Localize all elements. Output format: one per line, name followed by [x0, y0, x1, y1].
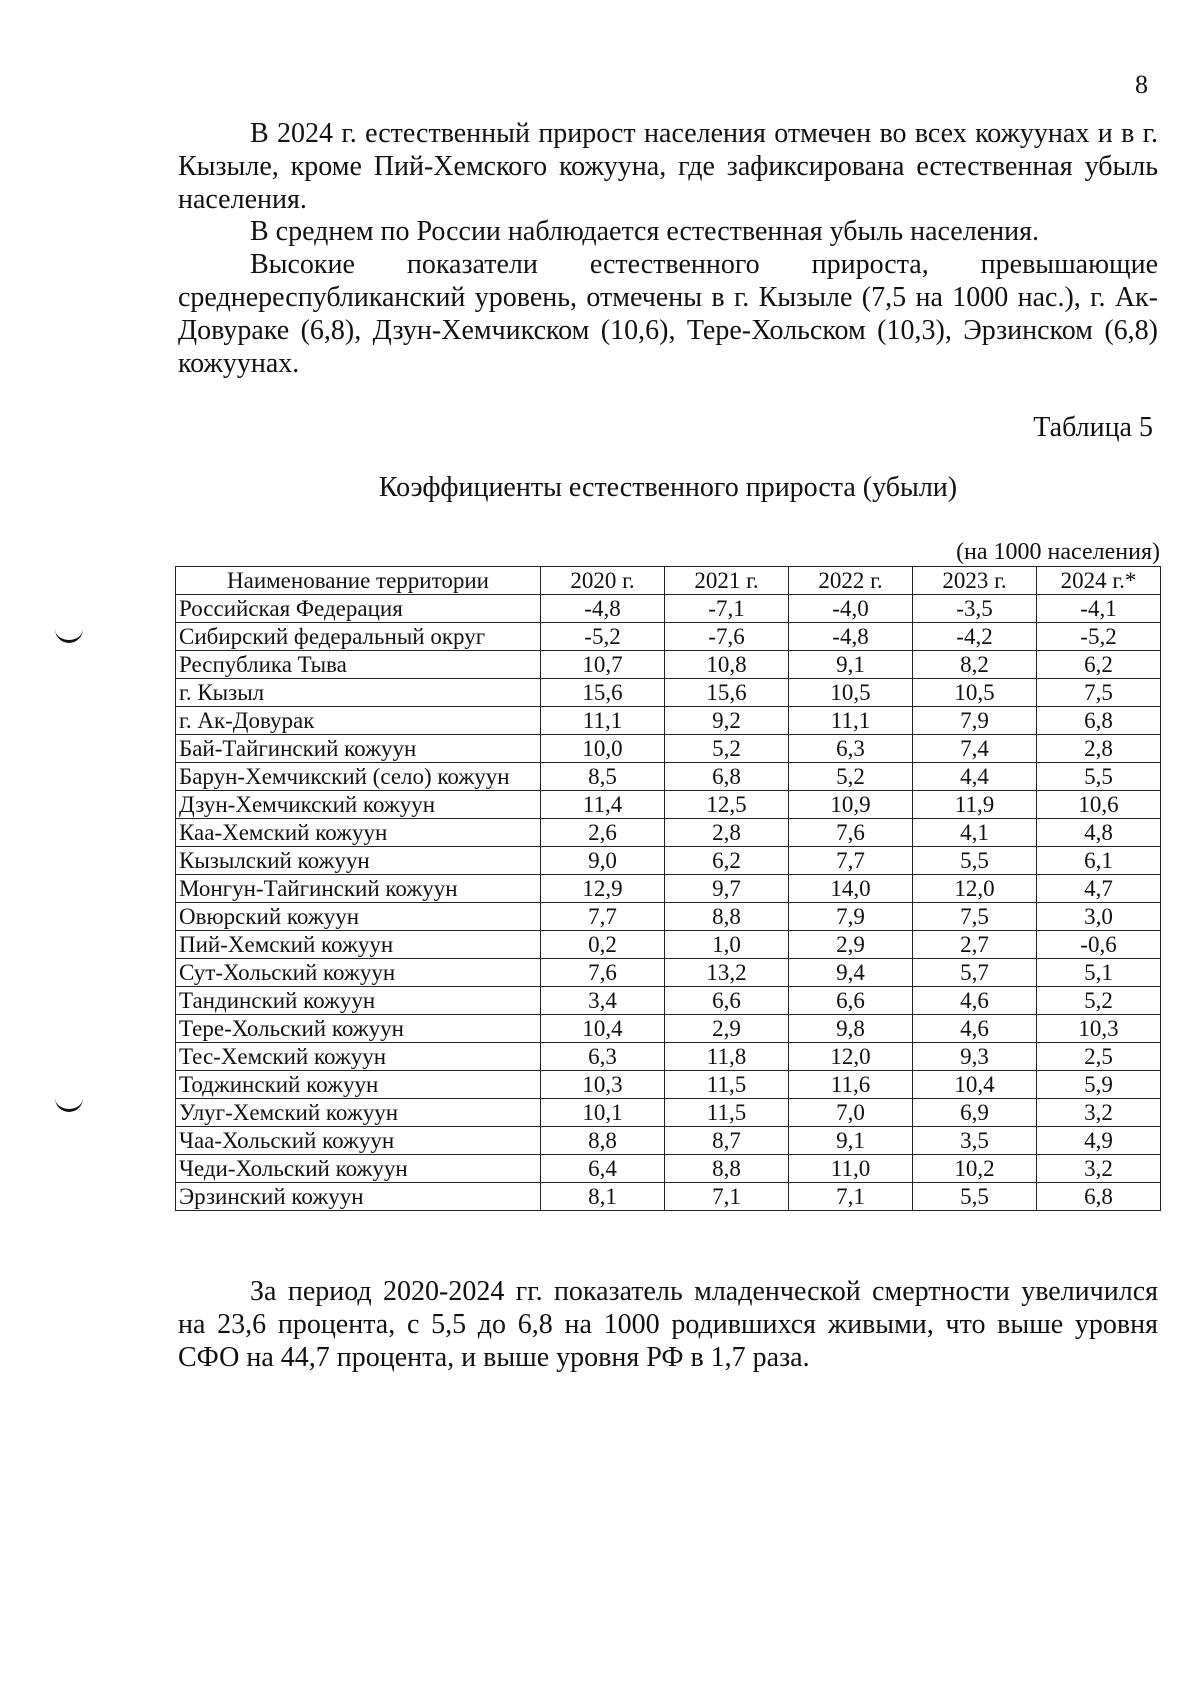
value-cell: 10,8 — [665, 651, 789, 679]
value-cell: 4,6 — [913, 1015, 1037, 1043]
value-cell: -7,1 — [665, 595, 789, 623]
value-cell: 6,1 — [1037, 847, 1161, 875]
value-cell: 9,3 — [913, 1043, 1037, 1071]
value-cell: 8,8 — [665, 1155, 789, 1183]
value-cell: 2,7 — [913, 931, 1037, 959]
value-cell: 10,2 — [913, 1155, 1037, 1183]
value-cell: 8,1 — [541, 1183, 665, 1211]
table-row — [176, 651, 1161, 679]
value-cell: 10,4 — [541, 1015, 665, 1043]
value-cell: 2,5 — [1037, 1043, 1161, 1071]
territory-name-cell: г. Ак-Довурак — [176, 707, 541, 735]
table-row — [176, 791, 1161, 819]
value-cell: 9,1 — [789, 651, 913, 679]
territory-name-cell: Сут-Хольский кожуун — [176, 959, 541, 987]
table-label: Таблица 5 — [1033, 412, 1153, 443]
table-row — [176, 1071, 1161, 1099]
value-cell: 3,2 — [1037, 1155, 1161, 1183]
territory-name-cell: Тандинский кожуун — [176, 987, 541, 1015]
value-cell: 7,0 — [789, 1099, 913, 1127]
value-cell: 11,1 — [541, 707, 665, 735]
value-cell: 6,8 — [1037, 707, 1161, 735]
value-cell: 12,9 — [541, 875, 665, 903]
value-cell: 4,7 — [1037, 875, 1161, 903]
scan-mark — [55, 1095, 83, 1112]
value-cell: 7,5 — [913, 903, 1037, 931]
value-cell: 10,1 — [541, 1099, 665, 1127]
value-cell: 11,4 — [541, 791, 665, 819]
territory-name-cell: Монгун-Тайгинский кожуун — [176, 875, 541, 903]
value-cell: 7,7 — [789, 847, 913, 875]
value-cell: 5,5 — [1037, 763, 1161, 791]
territory-name-cell: Тоджинский кожуун — [176, 1071, 541, 1099]
value-cell: -5,2 — [541, 623, 665, 651]
value-cell: 4,4 — [913, 763, 1037, 791]
value-cell: 10,0 — [541, 735, 665, 763]
value-cell: 8,5 — [541, 763, 665, 791]
value-cell: 9,8 — [789, 1015, 913, 1043]
value-cell: -5,2 — [1037, 623, 1161, 651]
table-row — [176, 707, 1161, 735]
territory-name-cell: Российская Федерация — [176, 595, 541, 623]
value-cell: 9,4 — [789, 959, 913, 987]
value-cell: 10,5 — [913, 679, 1037, 707]
value-cell: 12,0 — [789, 1043, 913, 1071]
value-cell: 10,5 — [789, 679, 913, 707]
territory-name-cell: Бай-Тайгинский кожуун — [176, 735, 541, 763]
value-cell: 15,6 — [541, 679, 665, 707]
territory-name-cell: Улуг-Хемский кожуун — [176, 1099, 541, 1127]
table-row — [176, 875, 1161, 903]
value-cell: -0,6 — [1037, 931, 1161, 959]
territory-name-cell: Республика Тыва — [176, 651, 541, 679]
territory-name-cell: Пий-Хемский кожуун — [176, 931, 541, 959]
value-cell: 9,0 — [541, 847, 665, 875]
header-2021: 2021 г. — [665, 567, 789, 595]
table-row — [176, 1155, 1161, 1183]
territory-name-cell: Сибирский федеральный округ — [176, 623, 541, 651]
value-cell: 9,7 — [665, 875, 789, 903]
value-cell: 10,3 — [1037, 1015, 1161, 1043]
value-cell: 5,5 — [913, 1183, 1037, 1211]
value-cell: 4,9 — [1037, 1127, 1161, 1155]
value-cell: 7,9 — [913, 707, 1037, 735]
territory-name-cell: Эрзинский кожуун — [176, 1183, 541, 1211]
value-cell: 7,1 — [789, 1183, 913, 1211]
table-row — [176, 959, 1161, 987]
value-cell: 5,5 — [913, 847, 1037, 875]
value-cell: 6,2 — [1037, 651, 1161, 679]
page-number: 8 — [1135, 70, 1148, 99]
value-cell: 6,4 — [541, 1155, 665, 1183]
value-cell: 12,5 — [665, 791, 789, 819]
table-row — [176, 763, 1161, 791]
value-cell: 6,8 — [1037, 1183, 1161, 1211]
value-cell: -4,8 — [541, 595, 665, 623]
territory-name-cell: Барун-Хемчикский (село) кожуун — [176, 763, 541, 791]
value-cell: 5,2 — [665, 735, 789, 763]
table-title: Коэффициенты естественного прироста (убыли) — [378, 472, 958, 503]
value-cell: 15,6 — [665, 679, 789, 707]
value-cell: 6,9 — [913, 1099, 1037, 1127]
value-cell: 7,6 — [789, 819, 913, 847]
value-cell: -3,5 — [913, 595, 1037, 623]
value-cell: 11,0 — [789, 1155, 913, 1183]
territory-name-cell: Тес-Хемский кожуун — [176, 1043, 541, 1071]
value-cell: 3,5 — [913, 1127, 1037, 1155]
table-row — [176, 1015, 1161, 1043]
value-cell: 7,9 — [789, 903, 913, 931]
territory-name-cell: Каа-Хемский кожуун — [176, 819, 541, 847]
value-cell: 6,2 — [665, 847, 789, 875]
table-body — [176, 595, 1161, 1211]
value-cell: 3,2 — [1037, 1099, 1161, 1127]
value-cell: 1,0 — [665, 931, 789, 959]
scan-mark — [55, 626, 83, 643]
table-unit: (на 1000 населения) — [956, 539, 1160, 565]
value-cell: 13,2 — [665, 959, 789, 987]
value-cell: 2,8 — [665, 819, 789, 847]
value-cell: 10,9 — [789, 791, 913, 819]
value-cell: -4,8 — [789, 623, 913, 651]
value-cell: 6,3 — [789, 735, 913, 763]
territory-name-cell: Овюрский кожуун — [176, 903, 541, 931]
table-header-row — [176, 567, 1161, 595]
value-cell: 7,1 — [665, 1183, 789, 1211]
value-cell: 7,7 — [541, 903, 665, 931]
table-row — [176, 847, 1161, 875]
table-row — [176, 819, 1161, 847]
territory-name-cell: г. Кызыл — [176, 679, 541, 707]
value-cell: 8,8 — [665, 903, 789, 931]
value-cell: 10,3 — [541, 1071, 665, 1099]
table-row — [176, 931, 1161, 959]
value-cell: 10,7 — [541, 651, 665, 679]
value-cell: 5,7 — [913, 959, 1037, 987]
table-row — [176, 987, 1161, 1015]
header-2020: 2020 г. — [541, 567, 665, 595]
header-2022: 2022 г. — [789, 567, 913, 595]
header-2023: 2023 г. — [913, 567, 1037, 595]
growth-coefficients-table — [175, 566, 1161, 1211]
table-row — [176, 1099, 1161, 1127]
value-cell: 11,8 — [665, 1043, 789, 1071]
table-row — [176, 595, 1161, 623]
value-cell: 2,8 — [1037, 735, 1161, 763]
table-row — [176, 1183, 1161, 1211]
value-cell: 8,2 — [913, 651, 1037, 679]
value-cell: 6,6 — [789, 987, 913, 1015]
value-cell: 12,0 — [913, 875, 1037, 903]
table-row — [176, 679, 1161, 707]
value-cell: 11,9 — [913, 791, 1037, 819]
value-cell: 8,8 — [541, 1127, 665, 1155]
value-cell: 11,5 — [665, 1071, 789, 1099]
territory-name-cell: Кызылский кожуун — [176, 847, 541, 875]
value-cell: 5,2 — [789, 763, 913, 791]
table-row — [176, 903, 1161, 931]
table-row — [176, 735, 1161, 763]
value-cell: 10,4 — [913, 1071, 1037, 1099]
territory-name-cell: Тере-Хольский кожуун — [176, 1015, 541, 1043]
value-cell: -4,1 — [1037, 595, 1161, 623]
header-territory: Наименование территории — [176, 567, 541, 595]
paragraph-infant-mortality: За период 2020-2024 гг. показатель младенческой смертности увеличился на 23,6 процента, с 5,5 до 6,8 на 1000 родившихся живыми, что выше уровня СФО на 44,7 процента, и выше уровня РФ в 1,7 раза. — [178, 1276, 1158, 1373]
value-cell: 5,9 — [1037, 1071, 1161, 1099]
value-cell: 7,6 — [541, 959, 665, 987]
value-cell: 5,2 — [1037, 987, 1161, 1015]
territory-name-cell: Чаа-Хольский кожуун — [176, 1127, 541, 1155]
value-cell: -4,2 — [913, 623, 1037, 651]
value-cell: 4,6 — [913, 987, 1037, 1015]
value-cell: 2,9 — [665, 1015, 789, 1043]
value-cell: 9,2 — [665, 707, 789, 735]
value-cell: 11,6 — [789, 1071, 913, 1099]
value-cell: 6,3 — [541, 1043, 665, 1071]
value-cell: 10,6 — [1037, 791, 1161, 819]
value-cell: 3,4 — [541, 987, 665, 1015]
value-cell: 4,8 — [1037, 819, 1161, 847]
table-row — [176, 623, 1161, 651]
value-cell: -7,6 — [665, 623, 789, 651]
header-2024: 2024 г.* — [1037, 567, 1161, 595]
territory-name-cell: Дзун-Хемчикский кожуун — [176, 791, 541, 819]
value-cell: 4,1 — [913, 819, 1037, 847]
value-cell: 2,9 — [789, 931, 913, 959]
value-cell: 6,8 — [665, 763, 789, 791]
table-row — [176, 1127, 1161, 1155]
value-cell: 0,2 — [541, 931, 665, 959]
paragraph-natural-growth: В 2024 г. естественный прирост населения отмечен во всех кожуунах и в г. Кызыле, кроме Пий-Хемского кожууна, где зафиксирована естественная убыль населения. — [178, 118, 1158, 215]
territory-name-cell: Чеди-Хольский кожуун — [176, 1155, 541, 1183]
table-row — [176, 1043, 1161, 1071]
paragraph-high-indicators: Высокие показатели естественного прироста, превышающие среднереспубликанский уровень, отмечены в г. Кызыле (7,5 на 1000 нас.), г. Ак-Довураке (6,8), Дзун-Хемчикском (10,6), Тере-Хольском (10,3), Эрзинском (6,8) кожуунах. — [178, 249, 1158, 379]
value-cell: 7,5 — [1037, 679, 1161, 707]
value-cell: 9,1 — [789, 1127, 913, 1155]
value-cell: 6,6 — [665, 987, 789, 1015]
value-cell: 5,1 — [1037, 959, 1161, 987]
value-cell: 8,7 — [665, 1127, 789, 1155]
value-cell: 3,0 — [1037, 903, 1161, 931]
value-cell: 2,6 — [541, 819, 665, 847]
value-cell: -4,0 — [789, 595, 913, 623]
value-cell: 7,4 — [913, 735, 1037, 763]
paragraph-russia-average: В среднем по России наблюдается естественная убыль населения. — [250, 216, 1039, 247]
value-cell: 11,1 — [789, 707, 913, 735]
value-cell: 14,0 — [789, 875, 913, 903]
value-cell: 11,5 — [665, 1099, 789, 1127]
